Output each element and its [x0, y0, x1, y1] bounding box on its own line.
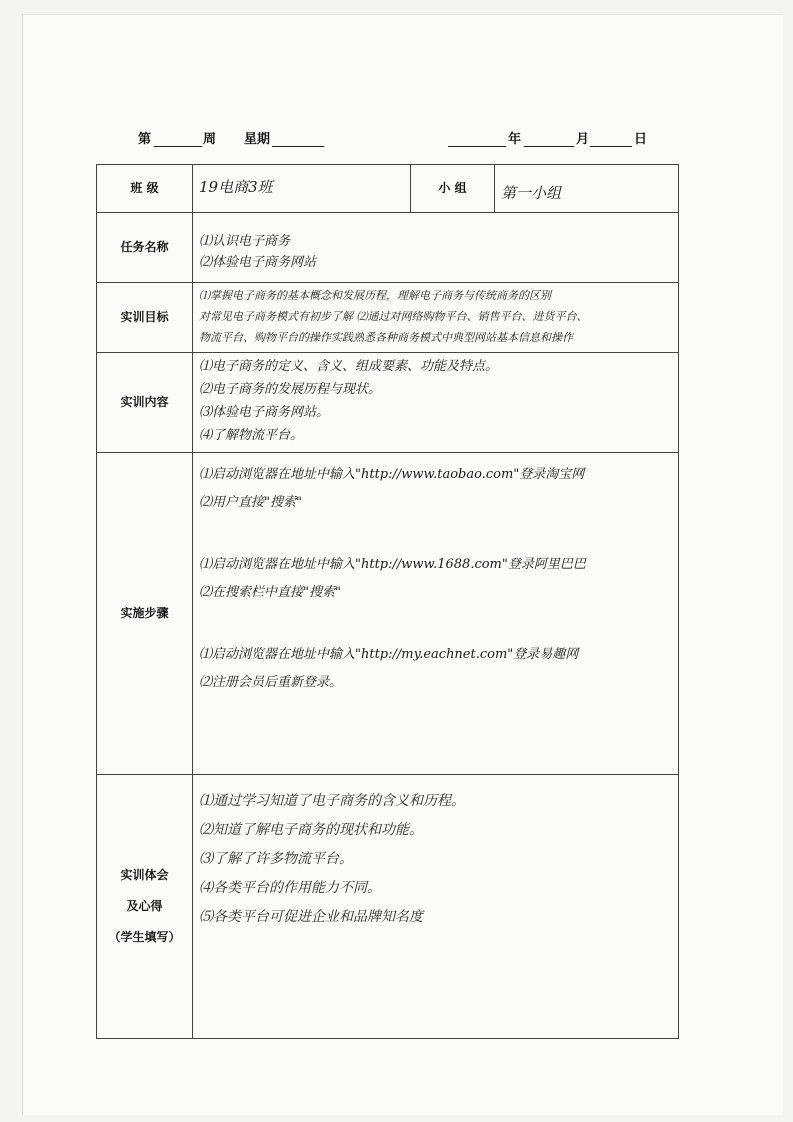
date-header: [0, 128, 793, 152]
feel-lines: [193, 775, 678, 932]
task-cell: [193, 213, 679, 283]
feel-cell: [193, 775, 679, 1039]
training-report-table: [96, 164, 679, 1039]
day-label: 日: [634, 132, 648, 147]
steps-line: ⑴启动浏览器在地址中输入"http://www.1688.com"登录阿里巴巴: [199, 557, 586, 572]
steps-line: ⑵在搜索栏中直接"搜索": [199, 585, 341, 600]
row-goal: [97, 283, 679, 353]
month-blank: [524, 146, 574, 147]
goal-lines: [193, 283, 678, 348]
feel-label-line: （学生填写）: [108, 930, 181, 945]
row-feel: [97, 775, 679, 1039]
class-label: 班 级: [97, 165, 193, 213]
day-blank: [590, 146, 632, 147]
year-label: 年: [508, 132, 522, 147]
steps-line: ⑵注册会员后重新登录。: [199, 675, 343, 690]
goal-line: ⑴掌握电子商务的基本概念和发展历程，理解电子商务与传统商务的区别: [199, 289, 551, 302]
feel-line: ⑷各类平台的作用能力不同。: [199, 880, 381, 896]
steps-cell: [193, 453, 679, 775]
content-line: ⑴电子商务的定义、含义、组成要素、功能及特点。: [199, 359, 499, 374]
steps-lines: [193, 453, 678, 697]
content-line: ⑷了解物流平台。: [199, 428, 304, 443]
feel-line: ⑶了解了许多物流平台。: [199, 851, 353, 867]
row-class: [97, 165, 679, 213]
week-suffix: 周: [203, 132, 217, 147]
feel-line: ⑸各类平台可促进企业和品牌知名度: [199, 909, 423, 925]
content-cell: [193, 353, 679, 453]
year-blank: [448, 146, 506, 147]
content-lines: [193, 353, 678, 447]
feel-line: ⑴通过学习知道了电子商务的含义和历程。: [199, 793, 465, 809]
week-blank: [154, 146, 202, 147]
goal-line: 物流平台、购物平台的操作实践熟悉各种商务模式中典型网站基本信息和操作: [199, 331, 573, 344]
content-line: ⑶体验电子商务网站。: [199, 405, 330, 420]
row-task: [97, 213, 679, 283]
feel-label-line: 实训体会: [120, 867, 169, 882]
steps-line: ⑴启动浏览器在地址中输入"http://www.taobao.com"登录淘宝网: [199, 467, 585, 482]
feel-line: ⑵知道了解电子商务的现状和功能。: [199, 822, 423, 838]
content-label: 实训内容: [97, 353, 193, 453]
task-label: 任务名称: [97, 213, 193, 283]
steps-line: ⑴启动浏览器在地址中输入"http://my.eachnet.com"登录易趣网: [199, 647, 579, 662]
row-steps: [97, 453, 679, 775]
weekday-blank: [272, 146, 324, 147]
goal-label: 实训目标: [97, 283, 193, 353]
task-lines: [193, 213, 678, 273]
week-prefix: 第: [138, 132, 152, 147]
group-label: 小 组: [411, 165, 495, 213]
steps-line: ⑵用户直接"搜索": [199, 495, 302, 510]
class-value: 19电商3班: [199, 178, 273, 196]
goal-cell: [193, 283, 679, 353]
task-line: ⑴认识电子商务: [199, 234, 291, 249]
class-cell: [193, 165, 411, 213]
group-cell: [495, 165, 679, 213]
content-line: ⑵电子商务的发展历程与现状。: [199, 382, 382, 397]
steps-label: 实施步骤: [97, 453, 193, 775]
weekday-label: 星期: [244, 132, 271, 147]
feel-label: [97, 775, 193, 1039]
task-line: ⑵体验电子商务网站: [199, 255, 317, 270]
goal-line: 对常见电子商务模式有初步了解 ⑵通过对网络购物平台、销售平台、进货平台、: [199, 310, 588, 323]
feel-label-line: 及心得: [126, 898, 163, 913]
group-value: 第一小组: [501, 184, 562, 202]
row-content: [97, 353, 679, 453]
month-label: 月: [576, 132, 590, 147]
